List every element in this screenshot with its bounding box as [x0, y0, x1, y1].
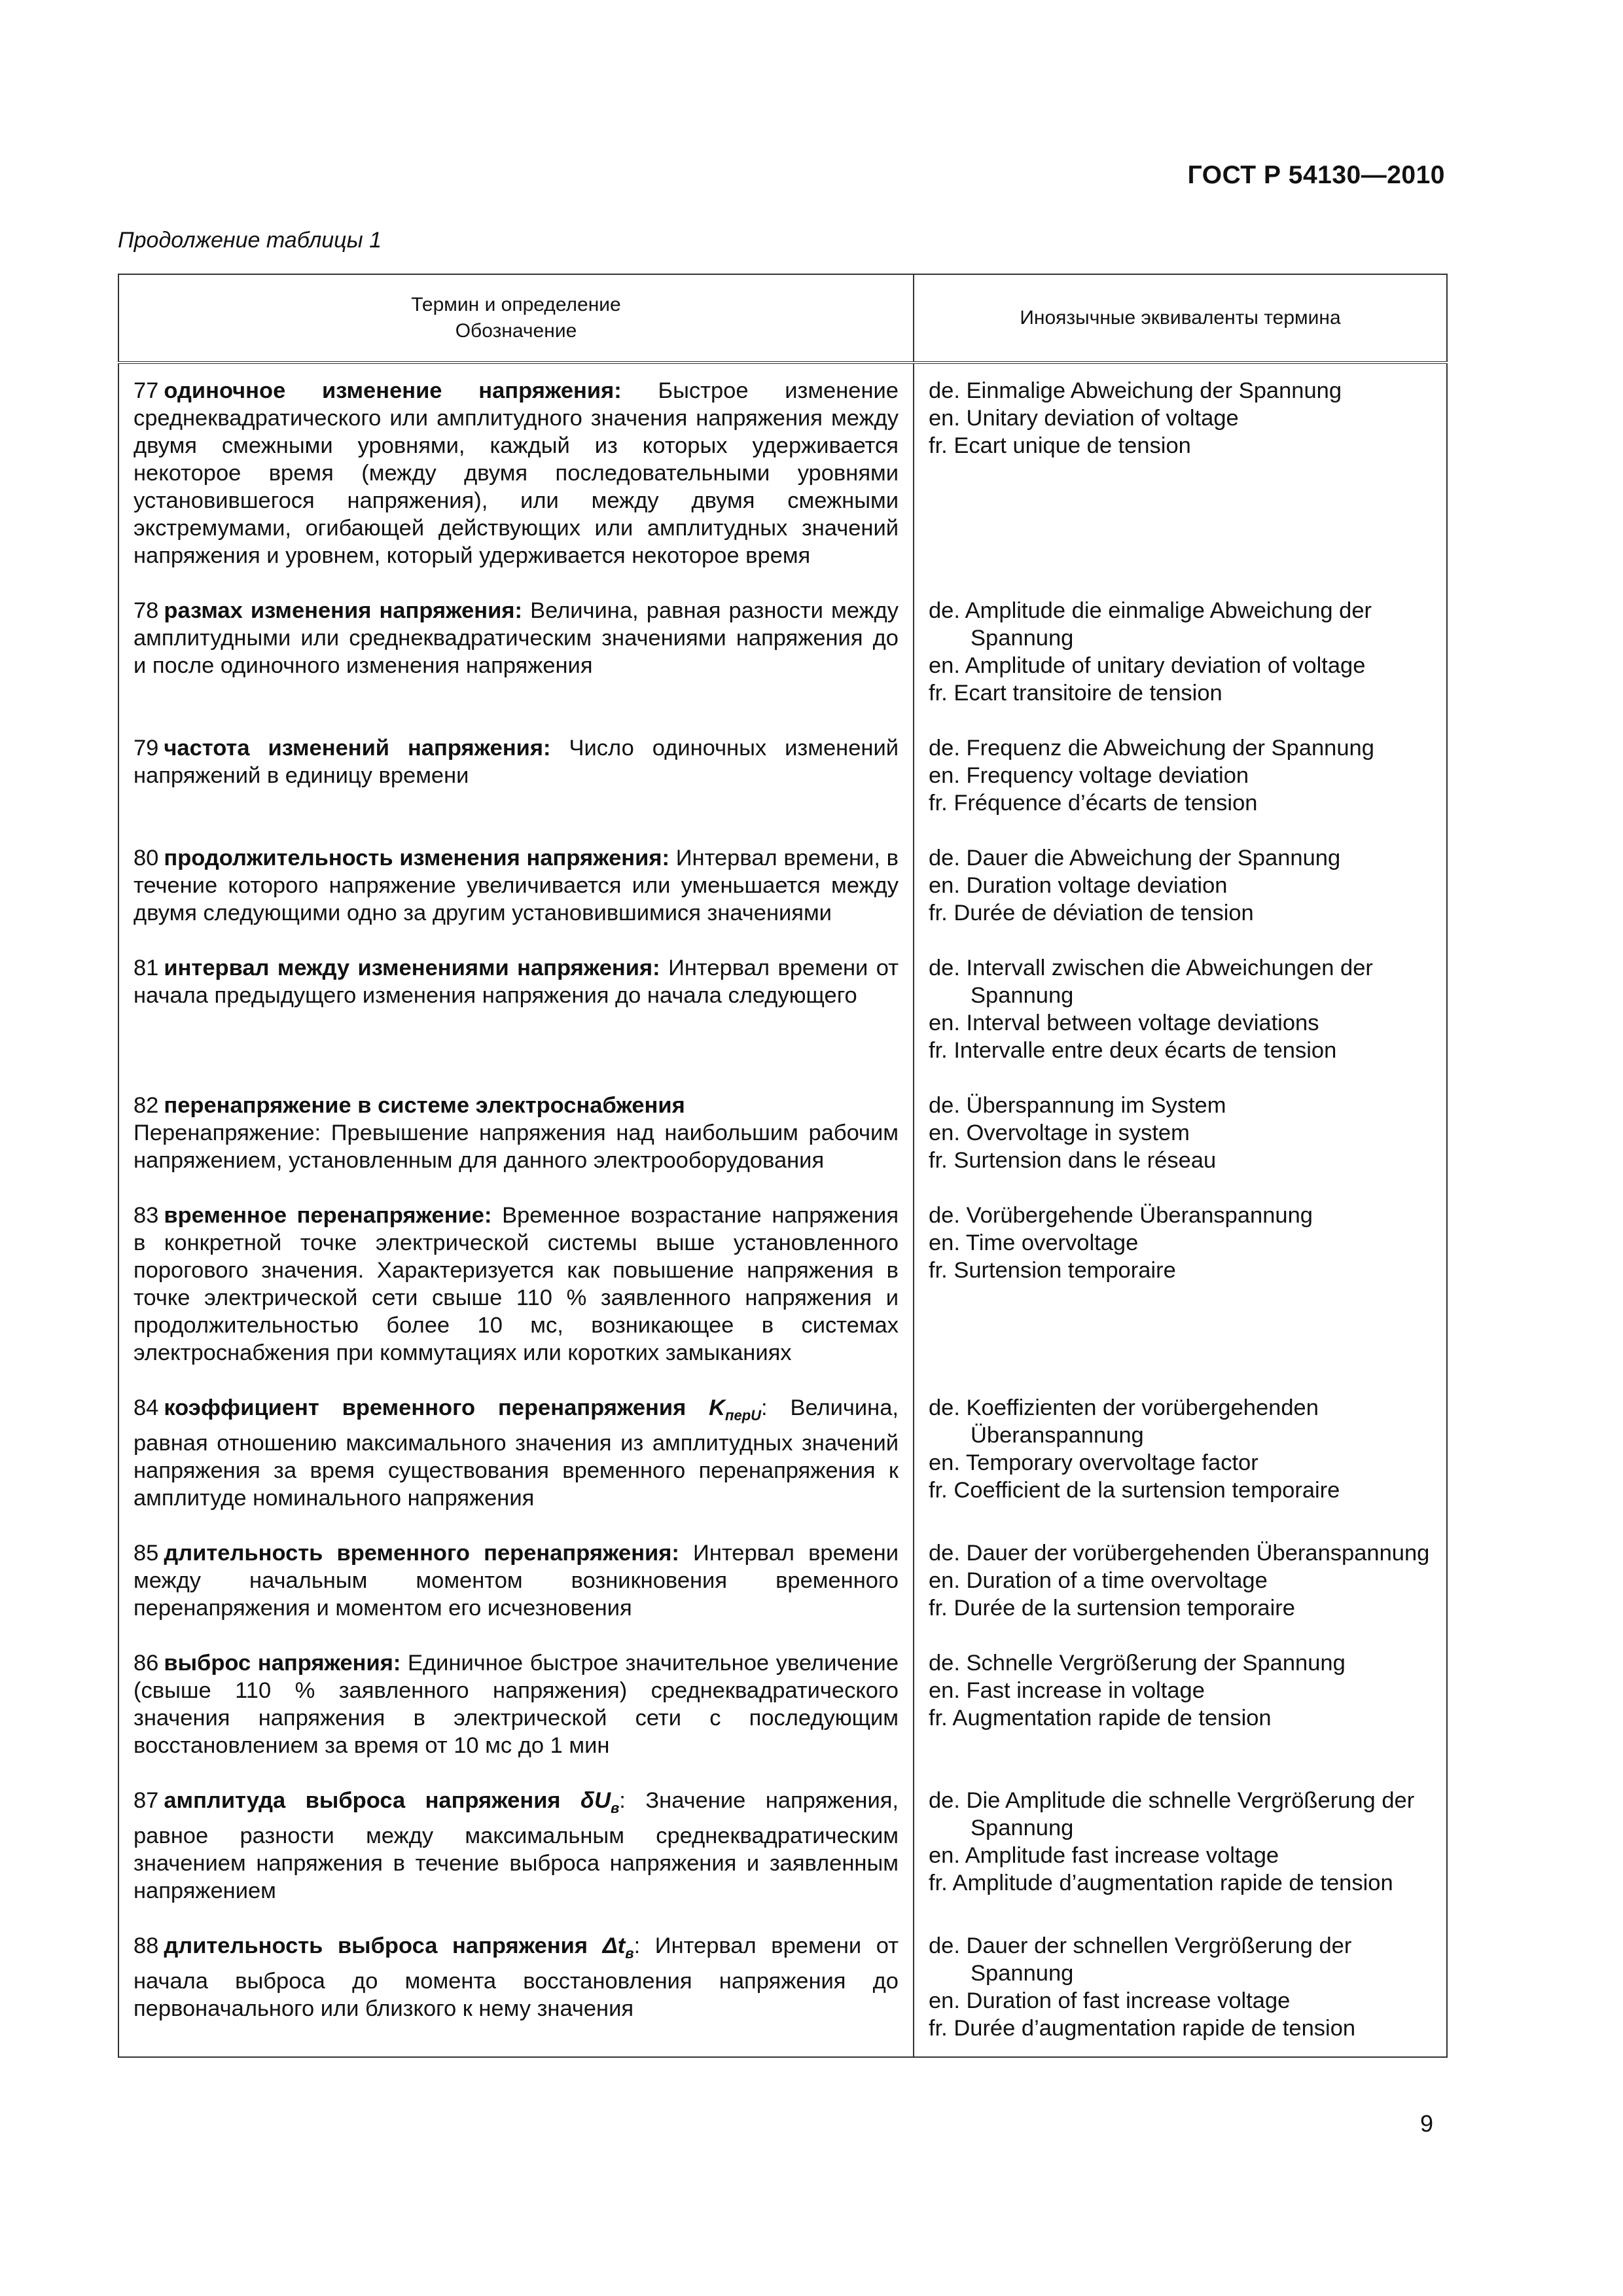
equivalent-fr: fr. Durée de déviation de tension — [929, 901, 1254, 925]
term-definition-cell — [118, 941, 914, 1079]
foreign-equivalents-cell — [914, 721, 1447, 831]
term-definition-cell — [118, 363, 914, 584]
equivalent-en: en. Interval between voltage deviations — [929, 1011, 1319, 1035]
equivalent-fr: fr. Intervalle entre deux écarts de tension — [929, 1038, 1337, 1063]
equivalent-de: de. Dauer die Abweichung der Spannung — [929, 846, 1341, 870]
term-name: продолжительность изменения напряжения: — [164, 846, 669, 870]
term-number: 88 — [134, 1933, 159, 1958]
header-foreign-equivalents: Иноязычные эквиваленты термина — [914, 274, 1447, 363]
term-number: 82 — [134, 1093, 159, 1118]
terms-table — [118, 274, 1448, 2058]
foreign-equivalents-cell — [914, 1189, 1447, 1381]
equivalent-en: en. Fast increase in voltage — [929, 1677, 1205, 1703]
term-definition-cell — [118, 1189, 914, 1381]
equivalent-fr: fr. Surtension dans le réseau — [929, 1148, 1217, 1173]
term-definition-cell — [118, 1636, 914, 1774]
term-symbol — [580, 1787, 620, 1816]
term-number: 79 — [134, 736, 159, 761]
table-header-row — [118, 274, 1447, 363]
term-name: интервал между изменениями напряжения: — [164, 956, 660, 980]
table-row — [118, 1189, 1447, 1381]
term-definition-cell — [118, 1526, 914, 1636]
equivalent-fr: fr. Durée d’augmentation rapide de tension — [929, 2015, 1356, 2041]
equivalent-fr: fr. Coefficient de la surtension temporaire — [929, 1478, 1340, 1503]
term-name: коэффициент временного перенапряжения — [164, 1395, 687, 1420]
term-number: 84 — [134, 1395, 159, 1420]
equivalent-en: en. Temporary overvoltage factor — [929, 1450, 1258, 1475]
term-number: 81 — [134, 956, 159, 980]
term-symbol-main: K — [709, 1395, 726, 1420]
term-name: частота изменений напряжения: — [164, 736, 551, 761]
equivalent-de: de. Überspannung im System — [929, 1093, 1226, 1118]
equivalent-en: en. Time overvoltage — [929, 1230, 1139, 1255]
term-name: амплитуда выброса напряжения — [164, 1787, 561, 1813]
foreign-equivalents-cell — [914, 1079, 1447, 1189]
term-number: 80 — [134, 846, 159, 870]
term-name: перенапряжение в системе электроснабжения — [164, 1093, 685, 1118]
term-number: 78 — [134, 598, 159, 623]
equivalent-de: de. Vorübergehende Überanspannung — [929, 1203, 1313, 1228]
table-row — [118, 1774, 1447, 1919]
foreign-equivalents-cell — [914, 1526, 1447, 1636]
foreign-equivalents-cell — [914, 1636, 1447, 1774]
equivalent-de: de. Dauer der vorübergehenden Überanspannung — [929, 1540, 1430, 1566]
foreign-equivalents-cell — [914, 1774, 1447, 1919]
term-symbol — [709, 1395, 762, 1424]
table-continuation-caption: Продолжение таблицы 1 — [118, 228, 382, 253]
equivalent-en: en. Duration voltage deviation — [929, 873, 1228, 898]
term-definition: Интервал времени между начальным моментом возникновения временного перенапряжения и моментом его исчезновения — [134, 1540, 899, 1621]
equivalent-en: en. Frequency voltage deviation — [929, 763, 1249, 788]
term-definition-cell — [118, 584, 914, 721]
equivalent-fr: fr. Amplitude d’augmentation rapide de tension — [929, 1870, 1393, 1895]
table-row — [118, 1381, 1447, 1526]
term-number: 85 — [134, 1540, 159, 1566]
equivalent-de: de. Dauer der schnellen Vergrößerung der Spannung — [929, 1933, 1352, 1986]
equivalent-en: en. Amplitude fast increase voltage — [929, 1842, 1279, 1868]
equivalent-de: de. Einmalige Abweichung der Spannung — [929, 378, 1342, 403]
equivalent-de: de. Koeffizienten der vorübergehenden Überanspannung — [929, 1395, 1319, 1448]
equivalent-en: en. Duration of fast increase voltage — [929, 1988, 1291, 2013]
equivalent-en: en. Duration of a time overvoltage — [929, 1568, 1268, 1593]
term-definition: Интервал времени от начала предыдущего изменения напряжения до начала следующего — [134, 956, 899, 1008]
term-definition: Значение напряжения, равное разности между максимальным среднеквадратическим значением напряжения в течение выброса напряжения и заявленным напряжением — [134, 1787, 899, 1903]
term-name: длительность выброса напряжения — [164, 1933, 588, 1958]
equivalent-en: en. Unitary deviation of voltage — [929, 406, 1239, 431]
foreign-equivalents-cell — [914, 941, 1447, 1079]
foreign-equivalents-cell — [914, 363, 1447, 584]
table-row — [118, 1636, 1447, 1774]
document-id: ГОСТ Р 54130—2010 — [1187, 161, 1445, 189]
equivalent-de: de. Frequenz die Abweichung der Spannung — [929, 736, 1374, 761]
equivalent-fr: fr. Fréquence d’écarts de tension — [929, 791, 1258, 816]
term-definition: Число одиночных изменений напряжений в единицу времени — [134, 736, 899, 788]
table-row — [118, 363, 1447, 584]
term-number: 86 — [134, 1650, 159, 1676]
header-term-line1: Термин и определение — [411, 294, 621, 315]
table-row — [118, 831, 1447, 941]
equivalent-fr: fr. Durée de la surtension temporaire — [929, 1595, 1295, 1621]
table-row — [118, 1526, 1447, 1636]
term-definition: Интервал времени от начала выброса до момента восстановления напряжения до первоначального или близкого к нему значения — [134, 1933, 899, 2021]
term-symbol-main: δU — [580, 1787, 611, 1813]
header-term-line2: Обозначение — [455, 320, 577, 342]
term-symbol — [602, 1933, 634, 1962]
term-number: 87 — [134, 1787, 159, 1813]
term-symbol-main: Δt — [602, 1933, 626, 1958]
foreign-equivalents-cell — [914, 831, 1447, 941]
foreign-equivalents-cell — [914, 1381, 1447, 1526]
term-definition: Единичное быстрое значительное увеличение (свыше 110 % заявленного напряжения) среднеквадратического значения напряжения в электрической сети с последующим восстановлением за время от 10 мс до 1 мин — [134, 1650, 899, 1758]
term-symbol-subscript: в — [625, 1945, 634, 1962]
term-definition: Интервал времени, в течение которого напряжение увеличивается или уменьшается между двумя следующими одно за другим установившимися значениями — [134, 846, 899, 925]
page-number: 9 — [1419, 2110, 1433, 2137]
term-name: временное перенапряжение: — [164, 1203, 492, 1228]
term-definition: Быстрое изменение среднеквадратического или амплитудного значения напряжения между двумя смежными уровнями, каждый из которых удерживается некоторое время (между двумя последовательными уровнями установившегося напряжения), или между двумя смежными экстремумами, огибающей действующих или амплитудных значений напряжения и уровнем, который удерживается некоторое время — [134, 378, 899, 568]
term-definition-cell: 84 коэффициент временного перенапряжения $K_{перU}$: Величина, равная отношению максимального значения из амплитудных значений напряжения за время существования временного перенапряжения к амплитуде номинального напряжения — [118, 1381, 914, 1526]
table-row — [118, 941, 1447, 1079]
term-definition: Перенапряжение: Превышение напряжения над наибольшим рабочим напряжением, установленным для данного электрооборудования — [134, 1121, 899, 1173]
equivalent-de: de. Intervall zwischen die Abweichungen der Spannung — [929, 956, 1373, 1008]
term-number: 83 — [134, 1203, 159, 1228]
equivalent-fr: fr. Ecart transitoire de tension — [929, 681, 1222, 706]
term-definition-cell — [118, 831, 914, 941]
term-definition-cell: 87 амплитуда выброса напряжения $\delta U_в$: Значение напряжения, равное разности между максимальным среднеквадратическим значением напряжения в течение выброса напряжения и заявленным напряжением — [118, 1774, 914, 1919]
term-definition-cell — [118, 1079, 914, 1189]
term-name: одиночное изменение напряжения: — [164, 378, 622, 403]
foreign-equivalents-cell — [914, 1919, 1447, 2057]
term-number: 77 — [134, 378, 159, 403]
term-name: выброс напряжения: — [164, 1650, 401, 1676]
table-row — [118, 721, 1447, 831]
table-row — [118, 1919, 1447, 2057]
equivalent-fr: fr. Surtension temporaire — [929, 1258, 1176, 1283]
equivalent-de: de. Schnelle Vergrößerung der Spannung — [929, 1650, 1346, 1676]
term-definition-cell: 88 длительность выброса напряжения $\Delta t_в$: Интервал времени от начала выброса до момента восстановления напряжения до первоначального или близкого к нему значения — [118, 1919, 914, 2057]
term-name: размах изменения напряжения: — [164, 598, 522, 623]
equivalent-de: de. Die Amplitude die schnelle Vergrößerung der Spannung — [929, 1787, 1415, 1840]
equivalent-en: en. Amplitude of unitary deviation of voltage — [929, 653, 1366, 678]
equivalent-fr: fr. Augmentation rapide de tension — [929, 1705, 1272, 1731]
term-definition-cell — [118, 721, 914, 831]
term-symbol-subscript: в — [611, 1799, 620, 1816]
equivalent-de: de. Amplitude die einmalige Abweichung der Spannung — [929, 598, 1372, 651]
term-definition: Временное возрастание напряжения в конкретной точке электрической системы выше установленного порогового значения. Характеризуется как повышение напряжения в точке электрической сети свыше 110 % заявленного напряжения и продолжительностью более 10 мс, возникающее в системах электроснабжения при коммутациях или коротких замыканиях — [134, 1203, 899, 1365]
term-symbol-subscript: перU — [725, 1407, 762, 1424]
equivalent-fr: fr. Ecart unique de tension — [929, 433, 1191, 458]
foreign-equivalents-cell — [914, 584, 1447, 721]
term-definition: Величина, равная разности между амплитудными или среднеквадратическим значениями напряжения до и после одиночного изменения напряжения — [134, 598, 899, 678]
header-term-definition — [118, 274, 914, 363]
table-row — [118, 1079, 1447, 1189]
term-definition: Величина, равная отношению максимального значения из амплитудных значений напряжения за время существования временного перенапряжения к амплитуде номинального напряжения — [134, 1395, 899, 1511]
equivalent-en: en. Overvoltage in system — [929, 1121, 1190, 1145]
table-row — [118, 584, 1447, 721]
term-name: длительность временного перенапряжения: — [164, 1540, 679, 1566]
